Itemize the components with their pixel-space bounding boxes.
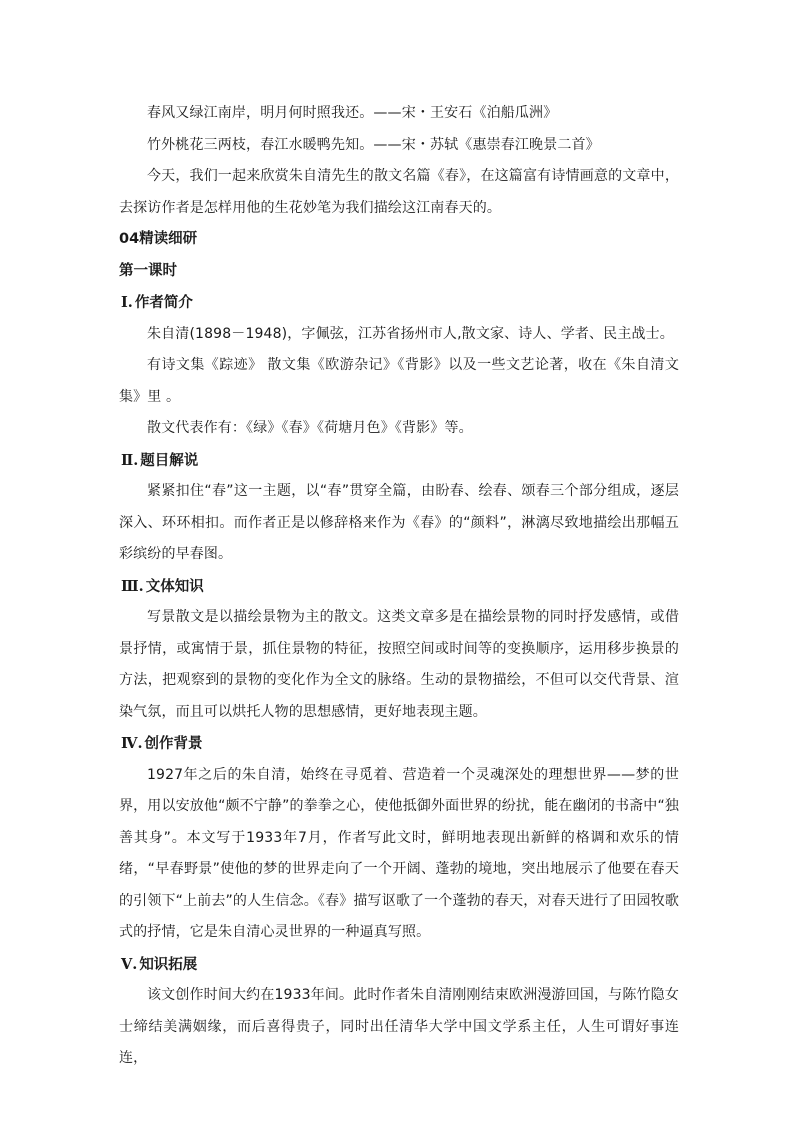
subsection-number: Ⅳ. [121,735,143,752]
intro-poem-1: 春风又绿江南岸，明月何时照我还。——宋・王安石《泊船瓜洲》 [147,105,558,121]
section-heading: 04精读细研 [119,231,198,247]
document-body [119,98,679,1075]
author-paragraph: 有诗文集《踪迹》 散文集《欧游杂记》《背影》以及一些文艺论著，收在《朱自清文集》里 。 [119,357,679,405]
subsection-title: 知识拓展 [139,955,198,973]
intro-lead-paragraph: 今天，我们一起来欣赏朱自清先生的散文名篇《春》，在这篇富有诗情画意的文章中，去探访作者是怎样用他的生花妙笔为我们描绘这江南春天的。 [119,168,679,216]
subsection-heading-extension [119,949,679,981]
background-paragraph: 1927年之后的朱自清，始终在寻觅着、营造着一个灵魂深处的理想世界——梦的世界，用以安放他“颇不宁静”的拳拳之心，使他抵御外面世界的纷扰，能在幽闭的书斋中“独善其身”。本文写于1933年7月，作者写此文时，鲜明地表现出新鲜的格调和欢乐的情绪，“早春野景”使他的梦的世界走向了一个开阔、蓬勃的境地，突出地展示了他要在春天的引领下“上前去”的人生信念。《春》描写讴歌了一个蓬勃的春天，对春天进行了田园牧歌式的抒情，它是朱自清心灵世界的一种逼真写照。 [119,766,680,940]
genre-paragraph: 写景散文是以描绘景物为主的散文。这类文章多是在描绘景物的同时抒发感情，或借景抒情，或寓情于景，抓住景物的特征，按照空间或时间等的变换顺序，运用移步换景的方法，把观察到的景物的变化作为全文的脉络。生动的景物描绘，不但可以交代背景、渲染气氛，而且可以烘托人物的思想感情，更好地表现主题。 [119,609,679,720]
subsection-number: Ⅴ. [121,955,138,973]
subsection-title: 创作背景 [144,735,203,752]
title-explanation-paragraph: 紧紧扣住“春”这一主题，以“春”贯穿全篇，由盼春、绘春、颂春三个部分组成，逐层深入、环环相扣。而作者正是以修辞格来作为《春》的“颜料”，淋漓尽致地描绘出那幅五彩缤纷的早春图。 [119,483,679,562]
author-paragraph: 朱自清(1898－1948)，字佩弦，江苏省扬州市人,散文家、诗人、学者、民主战士。 [147,325,674,342]
subsection-heading-author [119,287,679,319]
subsection-heading-genre [119,571,679,603]
subsection-title: 题目解说 [140,451,199,469]
subsection-title: 作者简介 [134,294,193,311]
subsection-title: 文体知识 [145,577,204,595]
subsection-number: Ⅱ. [121,451,139,469]
subsection-heading-title-explanation [119,445,679,477]
intro-poem-2: 竹外桃花三两枝，春江水暖鸭先知。——宋・苏轼《惠崇春江晚景二首》 [147,136,600,153]
extension-paragraph: 该文创作时间大约在1933年间。此时作者朱自清刚刚结束欧洲漫游回国，与陈竹隐女士缔结美满姻缘，而后喜得贵子，同时出任清华大学中国文学系主任，人生可谓好事连连， [119,987,679,1066]
author-paragraph: 散文代表作有：《绿》《春》《荷塘月色》《背影》等。 [147,420,473,436]
subsection-heading-background [119,728,679,760]
subsection-number: Ⅰ. [121,294,133,311]
lesson-heading: 第一课时 [119,262,177,279]
subsection-number: Ⅲ. [121,577,144,595]
